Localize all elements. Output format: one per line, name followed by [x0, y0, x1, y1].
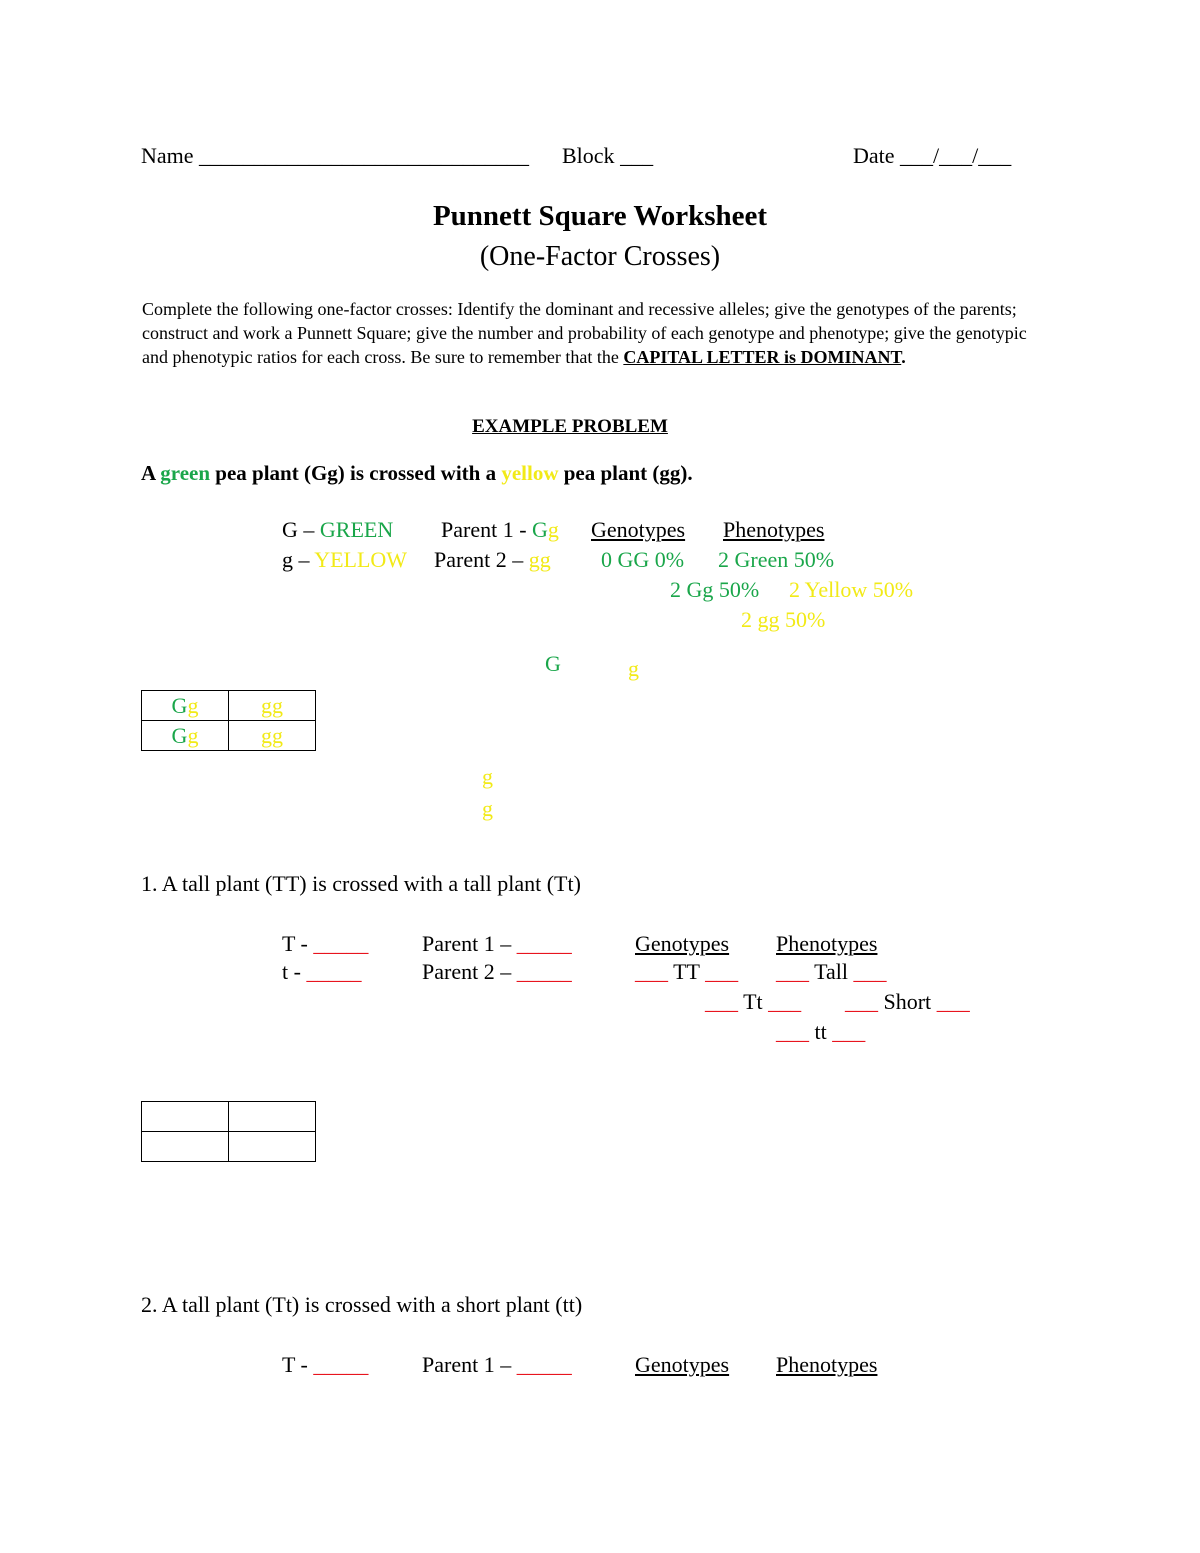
example-key-dominant — [282, 517, 393, 543]
cell-allele: g — [187, 692, 199, 718]
parent2-label: Parent 2 – — [434, 547, 524, 572]
key-recessive-name: YELLOW — [314, 547, 408, 572]
problem2-parent1 — [422, 1352, 572, 1378]
punnett-cell — [142, 691, 229, 721]
count-blank[interactable]: ___ — [776, 1019, 809, 1044]
genotype-result: 0 GG 0% — [601, 547, 685, 572]
statement-part1: A — [141, 461, 156, 485]
date-label: Date — [853, 143, 895, 168]
parent1-label: Parent 1 – — [422, 931, 512, 956]
side-allele: g — [482, 764, 493, 789]
punnett-row — [142, 1132, 316, 1162]
name-blank[interactable]: ______________________________ — [199, 143, 530, 168]
punnett-cell — [142, 721, 229, 751]
cell-allele: g — [272, 722, 283, 748]
count-blank[interactable]: ___ — [705, 989, 738, 1014]
genotype-result: 2 gg 50% — [741, 607, 826, 632]
phenotype-result: 2 Green 50% — [718, 547, 835, 572]
parent2-genotype: gg — [528, 547, 551, 572]
problem1-genotype-row — [776, 1019, 865, 1045]
top-allele: g — [628, 656, 639, 681]
problem1-genotype-row — [705, 989, 801, 1015]
example-parent2 — [434, 547, 551, 573]
example-statement — [141, 461, 693, 486]
cell-allele: g — [261, 722, 272, 748]
block-label: Block — [562, 143, 615, 168]
phenotype-result: 2 Yellow 50% — [789, 577, 914, 602]
cell-allele: g — [187, 722, 199, 748]
instructions-emphasis: CAPITAL LETTER is DOMINANT — [623, 347, 902, 367]
problem2-question: 2. A tall plant (Tt) is crossed with a short plant (tt) — [141, 1292, 583, 1317]
cell-allele: g — [261, 692, 272, 718]
parent1-blank[interactable]: _____ — [516, 1352, 572, 1377]
percent-blank[interactable]: ___ — [768, 989, 802, 1014]
genotype-label: Tt — [743, 989, 763, 1014]
problem1-phenotype-row — [776, 959, 887, 985]
punnett-row — [142, 691, 316, 721]
statement-part3: pea plant (gg). — [563, 461, 693, 485]
page-subtitle: (One-Factor Crosses) — [479, 241, 721, 272]
punnett-cell — [229, 721, 316, 751]
parent1-allele2: g — [547, 517, 559, 542]
key-dominant-letter: G – — [282, 517, 315, 542]
punnett-cell[interactable] — [142, 1102, 229, 1132]
key1-label: T - — [282, 1352, 308, 1377]
problem1-question: 1. A tall plant (TT) is crossed with a tall plant (Tt) — [141, 871, 581, 896]
percent-blank[interactable]: ___ — [832, 1019, 866, 1044]
name-field[interactable] — [141, 143, 529, 169]
parent2-blank[interactable]: _____ — [516, 959, 572, 984]
percent-blank[interactable]: ___ — [705, 959, 739, 984]
genotype-result: 2 Gg 50% — [670, 577, 760, 602]
example-genotypes-header: Genotypes — [591, 517, 686, 542]
cell-allele: g — [272, 692, 283, 718]
key1-blank[interactable]: _____ — [313, 1352, 369, 1377]
key-dominant-name: GREEN — [319, 517, 394, 542]
example-key-recessive — [282, 547, 407, 573]
problem1-key2 — [282, 959, 361, 985]
example-parent1 — [441, 517, 559, 543]
page-title: Punnett Square Worksheet — [432, 200, 768, 232]
key2-label: t - — [282, 959, 301, 984]
count-blank[interactable]: ___ — [845, 989, 878, 1014]
percent-blank[interactable]: ___ — [936, 989, 970, 1014]
problem1-parent1 — [422, 931, 572, 957]
punnett-cell[interactable] — [229, 1132, 316, 1162]
parent1-label: Parent 1 - — [441, 517, 527, 542]
block-blank[interactable]: ___ — [620, 143, 654, 168]
punnett-cell[interactable] — [142, 1132, 229, 1162]
example-phenotypes-header: Phenotypes — [723, 517, 825, 542]
instructions-period: . — [901, 347, 906, 367]
statement-yellow-word: yellow — [501, 461, 559, 485]
phenotype-label: Tall — [814, 959, 849, 984]
punnett-cell — [229, 691, 316, 721]
date-field[interactable] — [853, 143, 1011, 169]
problem2-phenotypes-header: Phenotypes — [776, 1352, 878, 1377]
problem1-parent2 — [422, 959, 572, 985]
problem1-punnett-square — [141, 1101, 316, 1162]
top-allele: G — [545, 651, 561, 676]
problem1-genotypes-header: Genotypes — [635, 931, 730, 956]
problem2-genotypes-header: Genotypes — [635, 1352, 730, 1377]
punnett-row — [142, 1102, 316, 1132]
count-blank[interactable]: ___ — [776, 959, 809, 984]
statement-part2: pea plant (Gg) is crossed with a — [215, 461, 497, 485]
parent2-label: Parent 2 – — [422, 959, 512, 984]
problem1-phenotype-row — [845, 989, 970, 1015]
count-blank[interactable]: ___ — [635, 959, 668, 984]
problem2-key1 — [282, 1352, 368, 1378]
statement-green-word: green — [160, 461, 211, 485]
genotype-label: tt — [814, 1019, 827, 1044]
punnett-cell[interactable] — [229, 1102, 316, 1132]
instructions-text: Complete the following one-factor crosses: Identify the dominant and recessive alleles; give the genotypes of the parents; construct and work a Punnett Square; give the number and probability of each genotype and phenotype; give the genotypic and phenotypic ratios for each cross. Be sure to remember that the — [142, 299, 1027, 367]
phenotype-label: Short — [883, 989, 932, 1014]
percent-blank[interactable]: ___ — [853, 959, 887, 984]
instructions — [142, 297, 1042, 369]
key2-blank[interactable]: _____ — [306, 959, 362, 984]
key1-label: T - — [282, 931, 308, 956]
side-allele: g — [482, 796, 493, 821]
punnett-row — [142, 721, 316, 751]
problem1-genotype-row — [635, 959, 738, 985]
example-punnett-square — [141, 690, 316, 751]
parent1-blank[interactable]: _____ — [516, 931, 572, 956]
date-blank[interactable]: ___/___/___ — [900, 143, 1012, 168]
block-field[interactable] — [562, 143, 653, 169]
genotype-label: TT — [673, 959, 700, 984]
problem1-phenotypes-header: Phenotypes — [776, 931, 878, 956]
example-heading: EXAMPLE PROBLEM — [472, 416, 668, 437]
cell-allele: G — [171, 722, 188, 748]
parent1-allele1: G — [532, 517, 548, 542]
key-recessive-letter: g – — [282, 547, 310, 572]
name-label: Name — [141, 143, 194, 168]
key1-blank[interactable]: _____ — [313, 931, 369, 956]
cell-allele: G — [171, 692, 188, 718]
problem1-key1 — [282, 931, 368, 957]
parent1-label: Parent 1 – — [422, 1352, 512, 1377]
